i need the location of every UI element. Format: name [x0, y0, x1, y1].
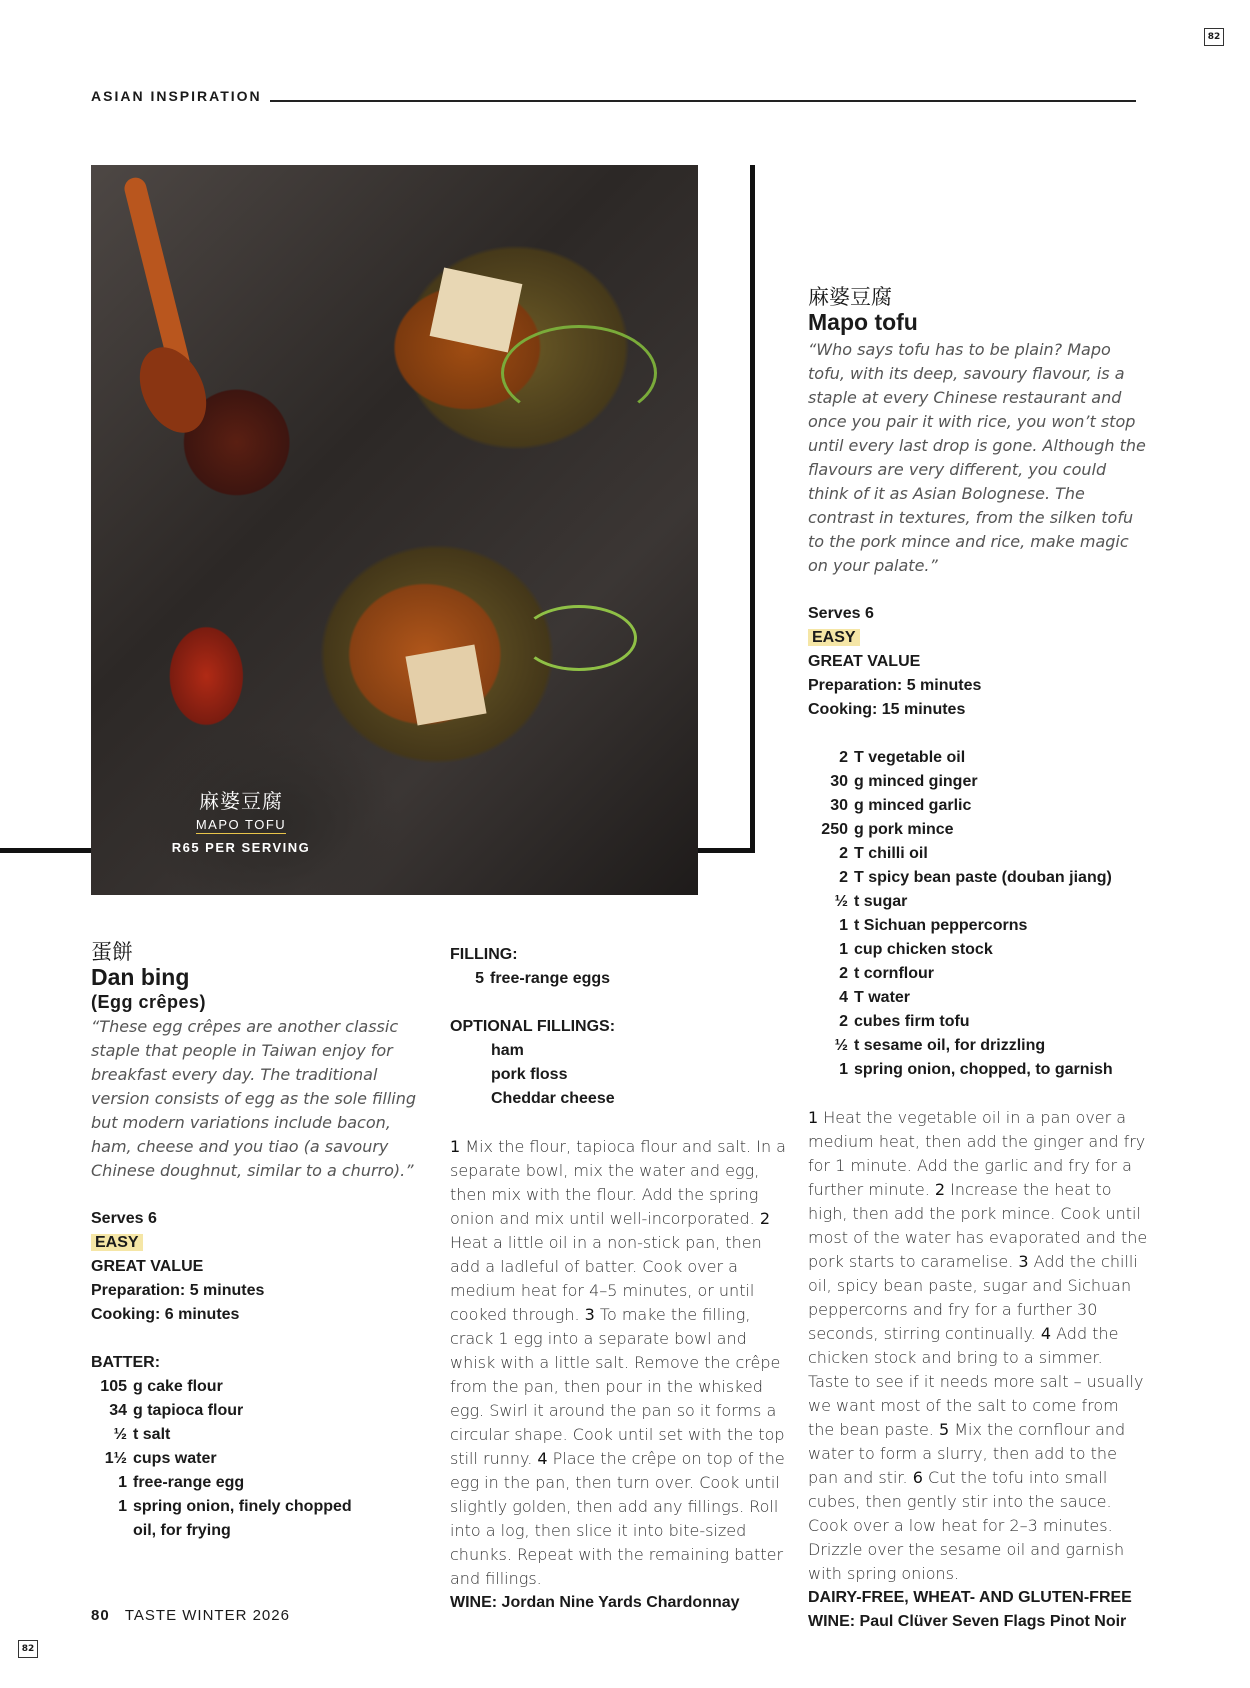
ingredient-quantity: 2 [839, 965, 848, 982]
ingredient-text: spring onion, finely chopped [133, 1498, 352, 1515]
ingredient-text: t cornflour [854, 965, 934, 982]
ingredient-row [808, 746, 1148, 770]
step-number: 3 [1018, 1252, 1029, 1271]
ingredient-quantity: ½ [834, 1037, 848, 1054]
page-number: 80 [91, 1607, 110, 1624]
recipe-subtitle: (Egg crêpes) [91, 992, 207, 1012]
recipe-title: Dan bing [91, 964, 190, 990]
serves: Serves 6 [808, 605, 874, 622]
optional-filling-item: pork floss [491, 1066, 568, 1083]
ingredient-text: T spicy bean paste (douban jiang) [854, 869, 1112, 886]
ingredient-quantity: 250 [821, 821, 848, 838]
spoon-head [127, 337, 219, 444]
magazine-title: TASTE WINTER 2026 [124, 1607, 290, 1624]
dan-bing-recipe [91, 940, 431, 1543]
optional-filling-item: Cheddar cheese [491, 1090, 615, 1107]
ingredient-quantity: 1 [118, 1474, 127, 1491]
ingredient-text: t salt [133, 1426, 171, 1443]
step-number: 1 [450, 1137, 461, 1156]
ingredient-text: g tapioca flour [133, 1402, 244, 1419]
section-label: ASIAN INSPIRATION [91, 88, 262, 104]
filling-heading: FILLING: [450, 946, 518, 963]
method [450, 1135, 790, 1591]
filling-list [450, 967, 790, 991]
ingredient-row [808, 842, 1148, 866]
ingredient-text: cups water [133, 1450, 217, 1467]
step-text: Place the crêpe on top of the egg in the pan, then turn over. Cook until slightly golden, then add any fillings. Roll into a log, then slice it into bite-sized chunks. Repeat with the remaining batter and fillings. [450, 1449, 785, 1588]
step-text: Add the chicken stock and bring to a simmer. Taste to see if it needs more salt – usually we want most of the salt to come from the bean paste. [808, 1324, 1144, 1439]
step-text: Cut the tofu into small cubes, then gently stir into the sauce. Cook over a low heat for 2–3 minutes. Drizzle over the sesame oil and garnish with spring onions. [808, 1468, 1125, 1583]
value-badge: GREAT VALUE [808, 653, 921, 670]
ingredient-text: oil, for frying [133, 1522, 231, 1539]
caption-chinese: 麻婆豆腐 [199, 789, 283, 813]
spring-onion-garnish [501, 325, 657, 421]
ingredient-quantity: ½ [113, 1426, 127, 1443]
caption-price: R65 PER SERVING [171, 840, 311, 855]
recipe-meta [91, 1207, 431, 1327]
spring-onion-garnish [521, 605, 637, 671]
ingredient-quantity: 105 [100, 1378, 127, 1395]
ingredient-quantity: 1 [839, 1061, 848, 1078]
ingredient-text: spring onion, chopped, to garnish [854, 1061, 1113, 1078]
ingredient-row [91, 1471, 431, 1495]
method [808, 1106, 1148, 1586]
ingredient-row [808, 770, 1148, 794]
ingredient-text: g minced garlic [854, 797, 972, 814]
ingredient-row [91, 1519, 431, 1543]
step-text: Mix the flour, tapioca flour and salt. In a separate bowl, mix the water and egg, then mix with the flour. Add the spring onion and mix until well-incorporated. [450, 1137, 786, 1228]
cook-time: Cooking: 6 minutes [91, 1306, 240, 1323]
wine-pairing: WINE: Jordan Nine Yards Chardonnay [450, 1594, 740, 1611]
step-text: Heat the vegetable oil in a pan over a medium heat, then add the ginger and fry for 1 minute. Add the garlic and fry for a further minute. [808, 1108, 1146, 1199]
photo-caption [161, 785, 321, 855]
recipe-chinese-title: 蛋餅 [91, 940, 133, 964]
page-number-box-bottom: 82 [18, 1640, 38, 1658]
ingredient-quantity: 2 [839, 845, 848, 862]
ingredient-quantity: 2 [839, 749, 848, 766]
value-badge: GREAT VALUE [91, 1258, 204, 1275]
ingredient-row [91, 1447, 431, 1471]
recipe-title: Mapo tofu [808, 309, 918, 335]
step-number: 2 [934, 1180, 946, 1199]
frame-line [750, 165, 755, 853]
optional-fillings-list [450, 1039, 790, 1111]
step-text: Heat a little oil in a non-stick pan, then add a ladleful of batter. Cook over a medium heat for 4–5 minutes, or until cooked through. [450, 1233, 762, 1324]
recipe-intro: “These egg crêpes are another classic staple that people in Taiwan enjoy for breakfast every day. The traditional version consists of egg as the sole filling but modern variations include bacon, ham, cheese and you tiao (a savoury Chinese doughnut, similar to a churro).” [91, 1017, 417, 1180]
optional-filling-item: ham [491, 1042, 524, 1059]
ingredient-quantity: 1 [118, 1498, 127, 1515]
ingredient-text: cup chicken stock [854, 941, 993, 958]
ingredient-row [808, 794, 1148, 818]
step-text: Mix the cornflour and water to form a slurry, then add to the pan and stir. [808, 1420, 1126, 1487]
ingredient-text: g minced ginger [854, 773, 978, 790]
ingredient-text: g cake flour [133, 1378, 223, 1395]
ingredient-quantity [91, 1519, 133, 1543]
ingredient-text: free-range egg [133, 1474, 245, 1491]
ingredient-text: t Sichuan peppercorns [854, 917, 1028, 934]
frame-line [698, 848, 755, 853]
recipe-meta [808, 602, 1148, 722]
ingredient-quantity: 1 [839, 941, 848, 958]
step-number: 1 [808, 1108, 819, 1127]
wine-pairing: WINE: Paul Clüver Seven Flags Pinot Noir [808, 1613, 1127, 1630]
step-number: 4 [537, 1449, 548, 1468]
ingredient-row [91, 1423, 431, 1447]
ingredient-quantity: 2 [839, 869, 848, 886]
step-text: Add the chilli oil, spicy bean paste, sugar and Sichuan peppercorns and fry for a further 30 seconds, stirring continually. [808, 1252, 1138, 1343]
ingredient-row [808, 962, 1148, 986]
ingredient-row [808, 1010, 1148, 1034]
ingredient-quantity: 30 [830, 773, 848, 790]
ingredient-text: T water [854, 989, 911, 1006]
step-text: To make the filling, crack 1 egg into a separate bowl and whisk with a little salt. Remove the crêpe from the pan, then pour in the whisked egg. Swirl it around the pan so it forms a circular shape. Cook until set with the top still runny. [450, 1305, 785, 1468]
ingredient-row [808, 986, 1148, 1010]
optional-fillings-heading: OPTIONAL FILLINGS: [450, 1018, 616, 1035]
ingredient-row [808, 1034, 1148, 1058]
step-number: 5 [938, 1420, 950, 1439]
batter-list [91, 1375, 431, 1543]
tofu-cube [430, 267, 523, 352]
ingredient-text: T vegetable oil [854, 749, 966, 766]
step-number: 2 [759, 1209, 770, 1228]
step-number: 4 [1040, 1324, 1052, 1343]
serves: Serves 6 [91, 1210, 157, 1227]
caption-dish-name: MAPO TOFU [195, 817, 287, 832]
frame-line [0, 848, 91, 853]
mapo-tofu-recipe [808, 285, 1148, 1634]
ingredient-quantity: ½ [834, 893, 848, 910]
ingredient-list [808, 746, 1148, 1082]
ingredient-text: t sugar [854, 893, 908, 910]
ingredient-quantity: 4 [839, 989, 848, 1006]
ingredient-text: cubes firm tofu [854, 1013, 970, 1030]
ingredient-text: t sesame oil, for drizzling [854, 1037, 1046, 1054]
ingredient-quantity: 30 [830, 797, 848, 814]
easy-badge: EASY [808, 629, 860, 646]
ingredient-quantity: 1 [839, 917, 848, 934]
easy-badge: EASY [91, 1234, 143, 1251]
step-number: 3 [584, 1305, 595, 1324]
ingredient-quantity: 34 [109, 1402, 127, 1419]
ingredient-text: g pork mince [854, 821, 954, 838]
ingredient-row [91, 1495, 431, 1519]
ingredient-row [450, 967, 790, 991]
prep-time: Preparation: 5 minutes [91, 1282, 265, 1299]
step-text: Increase the heat to high, then add the pork mince. Cook until most of the water has evaporated and the pork starts to caramelise. [808, 1180, 1148, 1271]
ingredient-quantity: 2 [839, 1013, 848, 1030]
section-rule [270, 100, 1136, 102]
footer [91, 1607, 290, 1624]
ingredient-text: free-range eggs [490, 970, 611, 987]
ingredient-row [808, 866, 1148, 890]
dan-bing-recipe-continued [450, 943, 790, 1615]
ingredient-text: T chilli oil [854, 845, 928, 862]
batter-heading: BATTER: [91, 1354, 161, 1371]
cook-time: Cooking: 15 minutes [808, 701, 966, 718]
ingredient-quantity: 1½ [104, 1450, 127, 1467]
ingredient-row [808, 938, 1148, 962]
recipe-intro: “Who says tofu has to be plain? Mapo tofu, with its deep, savoury flavour, is a staple at every Chinese restaurant and once you pair it with rice, you won’t stop until every last drop is gone. Although the flavours are very different, you could think of it as Asian Bolognese. The contrast in textures, from the silken tofu to the pork mince and rice, make magic on your palate.” [808, 340, 1146, 575]
prep-time: Preparation: 5 minutes [808, 677, 982, 694]
dietary-info: DAIRY-FREE, WHEAT- AND GLUTEN-FREE [808, 1589, 1132, 1606]
ingredient-row [808, 914, 1148, 938]
ingredient-quantity: 5 [475, 970, 484, 987]
step-number: 6 [912, 1468, 923, 1487]
recipe-chinese-title: 麻婆豆腐 [808, 285, 892, 309]
ingredient-row [808, 818, 1148, 842]
mapo-tofu-photo [91, 165, 698, 895]
ingredient-row [808, 890, 1148, 914]
ingredient-row [91, 1375, 431, 1399]
spoon-handle [122, 175, 192, 374]
ingredient-row [91, 1399, 431, 1423]
ingredient-row [808, 1058, 1148, 1082]
tofu-cube [405, 644, 486, 725]
page-number-box-top: 82 [1204, 28, 1224, 46]
